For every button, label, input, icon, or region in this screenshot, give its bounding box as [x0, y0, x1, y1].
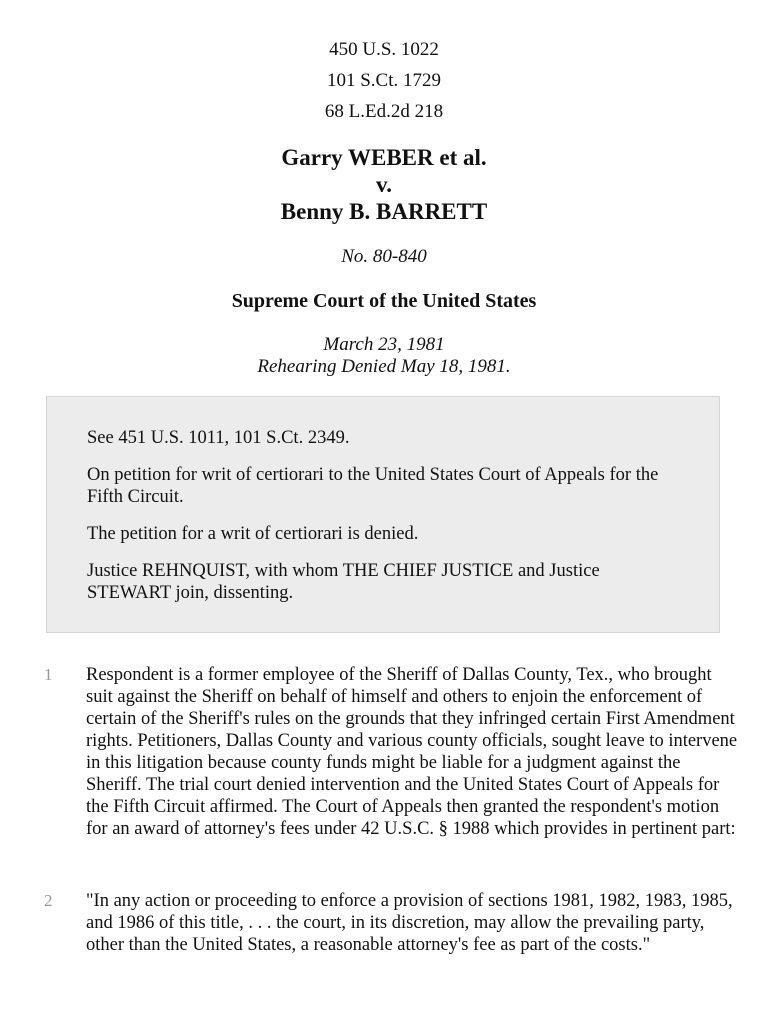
case-summary-box — [46, 396, 720, 633]
rehearing-date: Rehearing Denied May 18, 1981. — [257, 356, 511, 377]
supreme-court-reporter-citation: 101 S.Ct. 1729 — [326, 70, 442, 91]
decision-date: March 23, 1981 — [323, 334, 445, 355]
lawyers-edition-citation: 68 L.Ed.2d 218 — [324, 101, 444, 122]
court-name: Supreme Court of the United States — [231, 290, 537, 312]
see-also-citation: See 451 U.S. 1011, 101 S.Ct. 2349. — [87, 428, 350, 448]
dissent-note: Justice REHNQUIST, with whom THE CHIEF JUSTICE and Justice STEWART join, dissenting. — [87, 561, 600, 603]
decision-dates — [0, 334, 768, 378]
respondent-name: Benny B. BARRETT — [280, 199, 488, 224]
paragraph-text: "In any action or proceeding to enforce a provision of sections 1981, 1982, 1983, 1985, and 1986 of this title, . . . the court, in its discretion, may allow the prevailing party, other than the United States, a reasonable attorney's fee as part of the costs." — [86, 891, 733, 955]
docket-number: No. 80-840 — [341, 246, 427, 267]
case-caption — [0, 144, 768, 225]
versus-label: v. — [376, 172, 392, 197]
citation-block — [0, 34, 768, 127]
petitioner-name: Garry WEBER et al. — [281, 145, 487, 170]
disposition: The petition for a writ of certiorari is denied. — [87, 524, 419, 544]
petition-description: On petition for writ of certiorari to the United States Court of Appeals for the Fifth Circuit. — [87, 465, 659, 507]
paragraph-number: 2 — [44, 891, 53, 910]
paragraph-text: Respondent is a former employee of the Sheriff of Dallas County, Tex., who brought suit against the Sheriff on behalf of himself and others to enjoin the enforcement of certain of the Sheriff's rules on the grounds that they infringed certain First Amendment rights. Petitioners, Dallas County and various county officials, sought leave to intervene in this litigation because county funds might be liable for a judgment against the Sheriff. The trial court denied intervention and the United States Court of Appeals for the Fifth Circuit affirmed. The Court of Appeals then granted the respondent's motion for an award of attorney's fees under 42 U.S.C. § 1988 which provides in pertinent part: — [86, 665, 738, 839]
paragraph-number: 1 — [44, 665, 53, 684]
us-reports-citation: 450 U.S. 1022 — [329, 39, 439, 60]
